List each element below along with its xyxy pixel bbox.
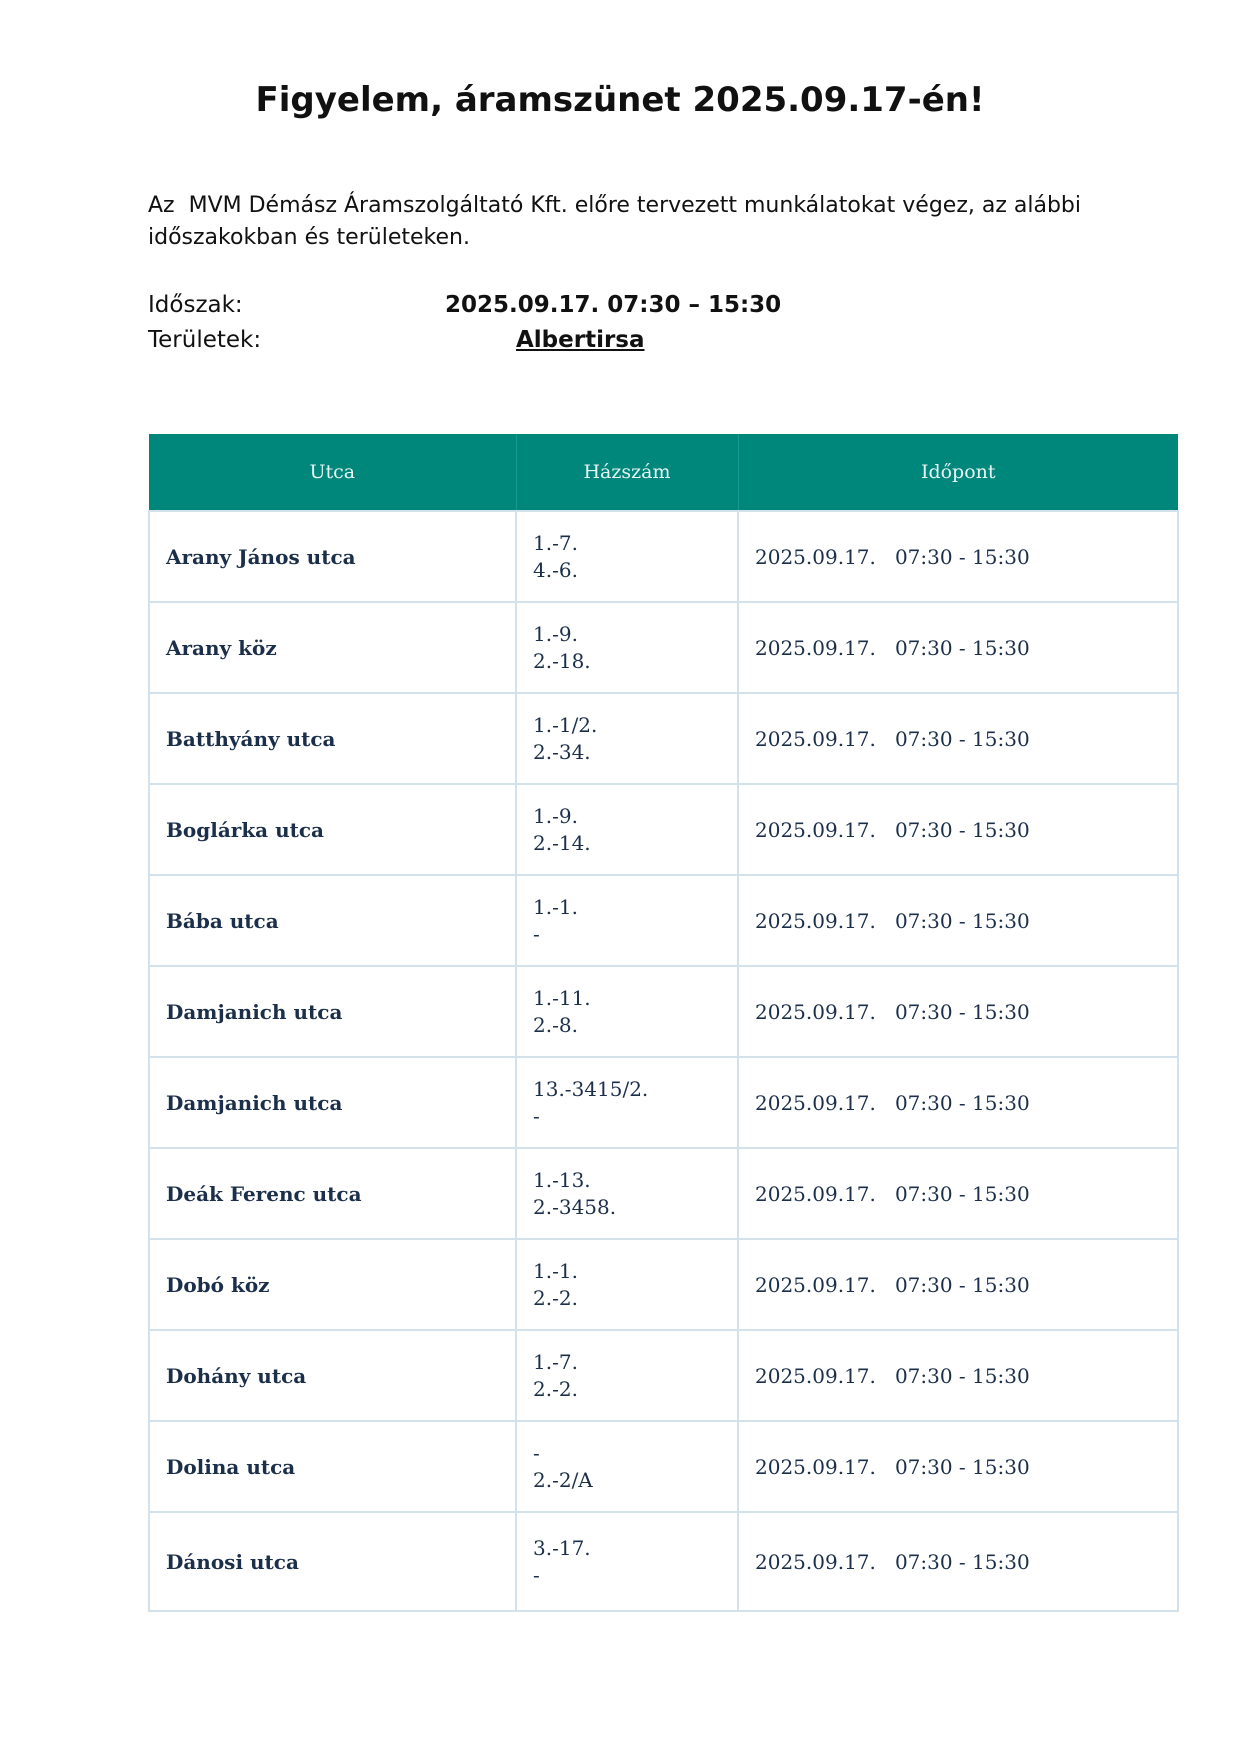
even-range: 2.-8.: [533, 1012, 578, 1037]
table-row: [149, 693, 1178, 784]
time-cell: 2025.09.17. 07:30 - 15:30: [738, 1330, 1178, 1421]
table-row: [149, 1330, 1178, 1421]
intro-line-1: Az MVM Démász Áramszolgáltató Kft. előre tervezett munkálatokat végez, az alábbi: [148, 193, 1082, 218]
even-range: 2.-34.: [533, 739, 591, 764]
intro-paragraph: [148, 190, 1108, 254]
time-cell: 2025.09.17. 07:30 - 15:30: [738, 602, 1178, 693]
time-cell: 2025.09.17. 07:30 - 15:30: [738, 693, 1178, 784]
time-cell: 2025.09.17. 07:30 - 15:30: [738, 966, 1178, 1057]
odd-range: 1.-9.: [533, 803, 578, 828]
table-row: [149, 511, 1178, 602]
house-number-cell: [516, 1512, 738, 1611]
table-row: [149, 1057, 1178, 1148]
odd-range: 13.-3415/2.: [533, 1076, 649, 1101]
house-number-cell: [516, 784, 738, 875]
house-number-cell: [516, 511, 738, 602]
area-label: Területek:: [148, 327, 262, 353]
odd-range: 1.-13.: [533, 1167, 591, 1192]
outage-table: [148, 434, 1179, 1612]
time-cell: 2025.09.17. 07:30 - 15:30: [738, 1239, 1178, 1330]
street-cell: Arany köz: [149, 602, 516, 693]
intro-line-2: időszakokban és területeken.: [148, 225, 470, 250]
header-house-number: Házszám: [516, 434, 738, 511]
odd-range: 1.-7.: [533, 1349, 578, 1374]
street-cell: Arany János utca: [149, 511, 516, 602]
street-cell: Dánosi utca: [149, 1512, 516, 1611]
street-cell: Dohány utca: [149, 1330, 516, 1421]
house-number-cell: [516, 1239, 738, 1330]
even-range: 2.-3458.: [533, 1194, 617, 1219]
time-cell: 2025.09.17. 07:30 - 15:30: [738, 1148, 1178, 1239]
odd-range: 1.-1.: [533, 1258, 578, 1283]
table-row: [149, 602, 1178, 693]
odd-range: 3.-17.: [533, 1535, 591, 1560]
house-number-cell: [516, 875, 738, 966]
house-number-cell: [516, 1057, 738, 1148]
house-number-cell: [516, 602, 738, 693]
odd-range: 1.-7.: [533, 530, 578, 555]
area-value: Albertirsa: [516, 327, 645, 353]
street-cell: Boglárka utca: [149, 784, 516, 875]
even-range: 2.-14.: [533, 830, 591, 855]
even-range: 2.-2.: [533, 1376, 578, 1401]
street-cell: Damjanich utca: [149, 1057, 516, 1148]
even-range: -: [533, 1103, 540, 1128]
table-row: [149, 1512, 1178, 1611]
house-number-cell: [516, 693, 738, 784]
even-range: -: [533, 921, 540, 946]
odd-range: 1.-9.: [533, 621, 578, 646]
table-row: [149, 784, 1178, 875]
table-header-row: [149, 434, 1178, 511]
street-cell: Batthyány utca: [149, 693, 516, 784]
even-range: -: [533, 1562, 540, 1587]
table-row: [149, 1421, 1178, 1512]
page-title: Figyelem, áramszünet 2025.09.17-én!: [255, 80, 985, 120]
table-row: [149, 966, 1178, 1057]
house-number-cell: [516, 1148, 738, 1239]
table-row: [149, 875, 1178, 966]
period-label: Időszak:: [148, 292, 243, 318]
street-cell: Deák Ferenc utca: [149, 1148, 516, 1239]
odd-range: -: [533, 1440, 540, 1465]
time-cell: 2025.09.17. 07:30 - 15:30: [738, 1512, 1178, 1611]
time-cell: 2025.09.17. 07:30 - 15:30: [738, 784, 1178, 875]
even-range: 2.-2.: [533, 1285, 578, 1310]
time-cell: 2025.09.17. 07:30 - 15:30: [738, 1057, 1178, 1148]
time-cell: 2025.09.17. 07:30 - 15:30: [738, 511, 1178, 602]
even-range: 4.-6.: [533, 557, 578, 582]
street-cell: Damjanich utca: [149, 966, 516, 1057]
odd-range: 1.-1/2.: [533, 712, 598, 737]
period-value: 2025.09.17. 07:30 – 15:30: [445, 292, 782, 318]
house-number-cell: [516, 966, 738, 1057]
header-time: Időpont: [738, 434, 1178, 511]
table-row: [149, 1148, 1178, 1239]
street-cell: Dolina utca: [149, 1421, 516, 1512]
street-cell: Bába utca: [149, 875, 516, 966]
house-number-cell: [516, 1330, 738, 1421]
even-range: 2.-18.: [533, 648, 591, 673]
time-cell: 2025.09.17. 07:30 - 15:30: [738, 875, 1178, 966]
street-cell: Dobó köz: [149, 1239, 516, 1330]
house-number-cell: [516, 1421, 738, 1512]
time-cell: 2025.09.17. 07:30 - 15:30: [738, 1421, 1178, 1512]
odd-range: 1.-11.: [533, 985, 591, 1010]
even-range: 2.-2/A: [533, 1467, 593, 1492]
header-street: Utca: [149, 434, 516, 511]
odd-range: 1.-1.: [533, 894, 578, 919]
table-row: [149, 1239, 1178, 1330]
